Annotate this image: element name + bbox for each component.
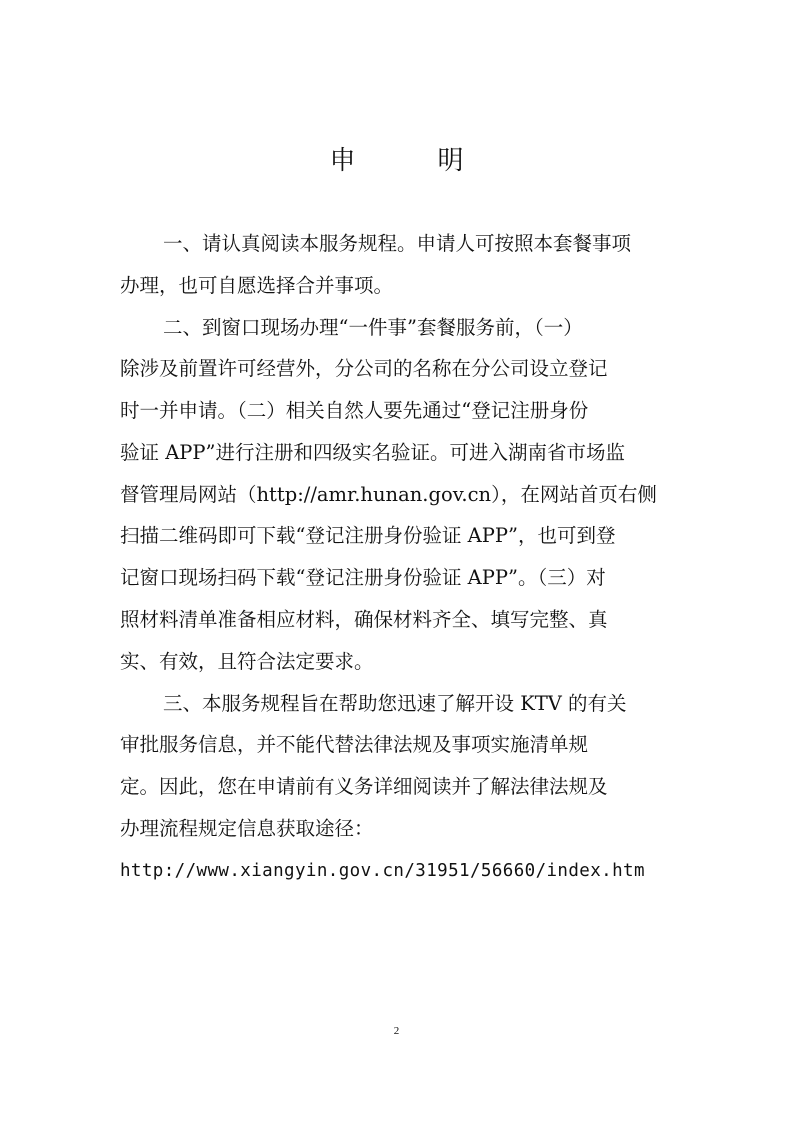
paragraph-3-line-3: 定。因此，您在申请前有义务详细阅读并了解法律法规及 (120, 775, 608, 798)
paragraph-2-line-4: 验证 APP”进行注册和四级实名验证。可进入湖南省市场监 (120, 441, 625, 464)
paragraph-2-line-8: 照材料清单准备相应材料，确保材料齐全、填写完整、真 (120, 608, 608, 631)
info-source-url[interactable]: http://www.xiangyin.gov.cn/31951/56660/index.htm (120, 861, 645, 881)
page-title: 申 明 (329, 146, 492, 176)
paragraph-2-line-3: 时一并申请。（二）相关自然人要先通过“登记注册身份 (120, 399, 589, 422)
paragraph-1-line-1: 一、请认真阅读本服务规程。申请人可按照本套餐事项 (163, 232, 632, 255)
paragraph-3-line-2: 审批服务信息，并不能代替法律法规及事项实施清单规 (120, 733, 589, 756)
paragraph-2-line-9: 实、有效，且符合法定要求。 (120, 650, 374, 673)
paragraph-2-line-6: 扫描二维码即可下载“登记注册身份验证 APP”，也可到登 (120, 524, 616, 547)
page-number: 2 (393, 1025, 400, 1037)
paragraph-2-line-7: 记窗口现场扫码下载“登记注册身份验证 APP”。（三）对 (120, 566, 606, 589)
paragraph-3-line-4: 办理流程规定信息获取途径： (120, 817, 374, 840)
paragraph-1-line-2: 办理，也可自愿选择合并事项。 (120, 274, 394, 297)
paragraph-2-line-1: 二、到窗口现场办理“一件事”套餐服务前，（一） (163, 316, 583, 339)
paragraph-2-line-2: 除涉及前置许可经营外，分公司的名称在分公司设立登记 (120, 357, 608, 380)
paragraph-3-line-1: 三、本服务规程旨在帮助您迅速了解开设 KTV 的有关 (163, 692, 627, 715)
paragraph-2-line-5: 督管理局网站（http://amr.hunan.gov.cn），在网站首页右侧 (120, 483, 657, 506)
